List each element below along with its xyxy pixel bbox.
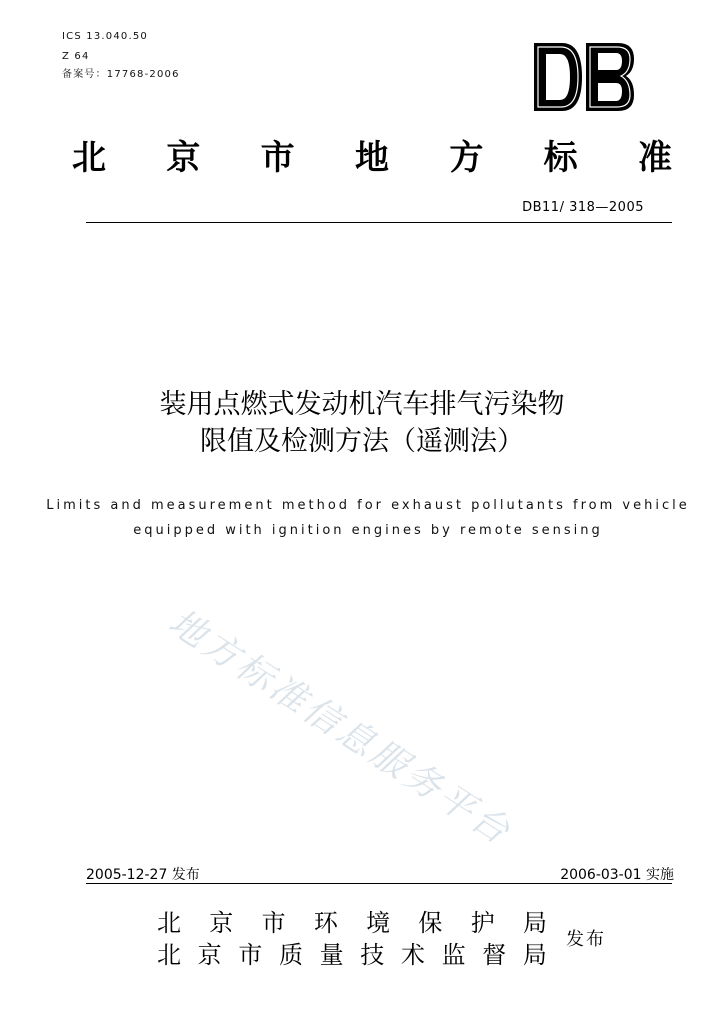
- issuer-char: 京: [197, 940, 222, 969]
- title-char: 市: [260, 137, 295, 178]
- record-number: 备案号：17768-2006: [62, 69, 180, 80]
- db-logo: [532, 41, 636, 113]
- issuer-line-1: [157, 905, 547, 935]
- english-title-line-1: Limits and measurement method for exhaust pollutants from vehicle: [46, 498, 690, 513]
- chinese-title-line-1: 装用点燃式发动机汽车排气污染物: [159, 389, 565, 420]
- bottom-divider: [86, 883, 672, 884]
- issuer-char: 护: [470, 908, 495, 937]
- issuer-char: 北: [157, 908, 181, 937]
- issuer-char: 市: [238, 940, 263, 969]
- issuer-char: 监: [441, 940, 466, 969]
- title-char: 方: [449, 137, 484, 178]
- top-divider: [86, 222, 672, 223]
- issuer-char: 京: [209, 908, 234, 937]
- issuer-char: 技: [360, 940, 385, 969]
- issuer-char: 局: [522, 908, 547, 937]
- title-char: 京: [166, 137, 201, 178]
- title-char: 北: [72, 137, 106, 178]
- chinese-title-line-2: 限值及检测方法（遥测法）: [200, 426, 524, 457]
- issuer-line-2: [157, 937, 547, 967]
- issuer-char: 环: [313, 908, 338, 937]
- issuer-char: 质: [278, 940, 303, 969]
- implementation-date: 2006-03-01 实施: [560, 867, 674, 883]
- english-title-line-2: equipped with ignition engines by remote sensing: [133, 523, 603, 538]
- title-char: 地: [354, 137, 389, 178]
- issuer-char: 市: [261, 908, 286, 937]
- issuer-char: 量: [319, 940, 344, 969]
- issuer-char: 督: [482, 940, 507, 969]
- title-char: 标: [543, 137, 578, 178]
- issuer-char: 境: [366, 908, 391, 937]
- issuer-char: 局: [522, 940, 547, 969]
- issuer-char: 保: [418, 908, 443, 937]
- issuer-char: 北: [157, 940, 181, 969]
- issue-date: 2005-12-27 发布: [86, 867, 200, 883]
- classification-code: Z 64: [62, 51, 90, 62]
- issuer-char: 术: [400, 940, 425, 969]
- ics-code: ICS 13.040.50: [62, 31, 148, 42]
- title-char: 准: [637, 137, 672, 178]
- document-category-title: [72, 134, 672, 178]
- db-logo-graphic: [532, 41, 636, 113]
- standard-number: DB11/ 318—2005: [522, 200, 644, 215]
- publish-label: 发布: [566, 929, 606, 950]
- watermark: 地方标准信息服务平台: [161, 601, 520, 854]
